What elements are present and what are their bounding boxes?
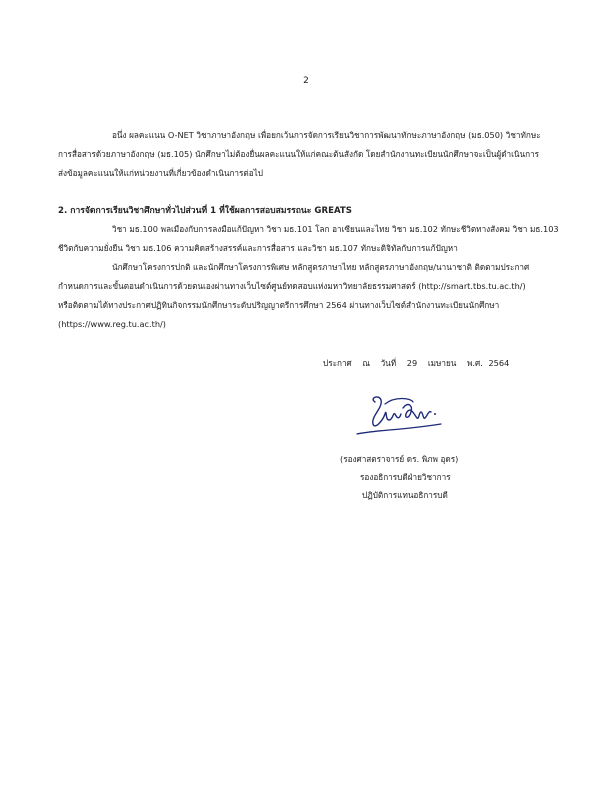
paragraph-line: การสื่อสารด้วยภาษาอังกฤษ (มธ.105) นักศึกษาไม่ต้องยื่นผลคะแนนให้แก่คณะต้นสังกัด โดยสำนักงานทะเบียนนักศึกษาจะเป็นผู้ดำเนินการ xyxy=(58,149,540,159)
paragraph-line: วิชา มธ.100 พลเมืองกับการลงมือแก้ปัญหา วิชา มธ.101 โลก อาเซียนและไทย วิชา มธ.102 ทักษะชีวิตทางสังคม วิชา มธ.103 xyxy=(112,224,559,234)
paragraph-line: กำหนดการและขั้นตอนดำเนินการด้วยตนเองผ่านทางเว็บไซต์ศูนย์ทดสอบแห่งมหาวิทยาลัยธรรมศาสตร์ (http://smart.tbs.tu.ac.th/) xyxy=(58,281,526,291)
paragraph-line: นักศึกษาโครงการปกติ และนักศึกษาโครงการพิเศษ หลักสูตรภาษาไทย หลักสูตรภาษาอังกฤษ/นานาชาติ ติดตามประกาศ xyxy=(112,262,530,272)
announce-era: พ.ศ. xyxy=(467,358,483,368)
signature-image xyxy=(355,390,445,440)
announce-on: ณ xyxy=(362,358,370,368)
announce-label: ประกาศ xyxy=(323,358,352,368)
announce-day: 29 xyxy=(406,358,418,368)
signer-name: (รองศาสตราจารย์ ดร. พิภพ อุดร) xyxy=(340,454,459,464)
page-number: 2 xyxy=(303,76,309,86)
signer-position-acting: ปฏิบัติการแทนอธิการบดี xyxy=(362,490,448,500)
paragraph-line: ชีวิตกับความยั่งยืน วิชา มธ.106 ความคิดสร้างสรรค์และการสื่อสาร และวิชา มธ.107 ทักษะดิจิทัลกับการแก้ปัญหา xyxy=(58,243,458,253)
paragraph-line: อนึ่ง ผลคะแนน O-NET วิชาภาษาอังกฤษ เพื่อยกเว้นการจัดการเรียนวิชาการพัฒนาทักษะภาษาอังกฤษ (มธ.050) วิชาทักษะ xyxy=(112,130,541,140)
announce-date-label: วันที่ xyxy=(380,358,397,368)
paragraph-line: ส่งข้อมูลคะแนนให้แก่หน่วยงานที่เกี่ยวข้องดำเนินการต่อไป xyxy=(58,168,263,178)
paragraph-onet xyxy=(58,126,576,183)
announce-month: เมษายน xyxy=(427,358,457,368)
signer-position: รองอธิการบดีฝ่ายวิชาการ xyxy=(360,472,451,482)
paragraph-line: หรือติดตามได้ทางประกาศปฏิทินกิจกรรมนักศึกษาระดับปริญญาตรีการศึกษา 2564 ผ่านทางเว็บไซต์สำนักงานทะเบียนนักศึกษา xyxy=(58,300,500,310)
section-body xyxy=(58,220,576,334)
announce-year: 2564 xyxy=(488,358,510,368)
announcement-date xyxy=(323,357,517,370)
section-heading: 2. การจัดการเรียนวิชาศึกษาทั่วไปส่วนที่ 1 ที่ใช้ผลการสอบสมรรถนะ GREATS xyxy=(58,206,352,216)
paragraph-line: (https://www.reg.tu.ac.th/) xyxy=(58,319,166,329)
